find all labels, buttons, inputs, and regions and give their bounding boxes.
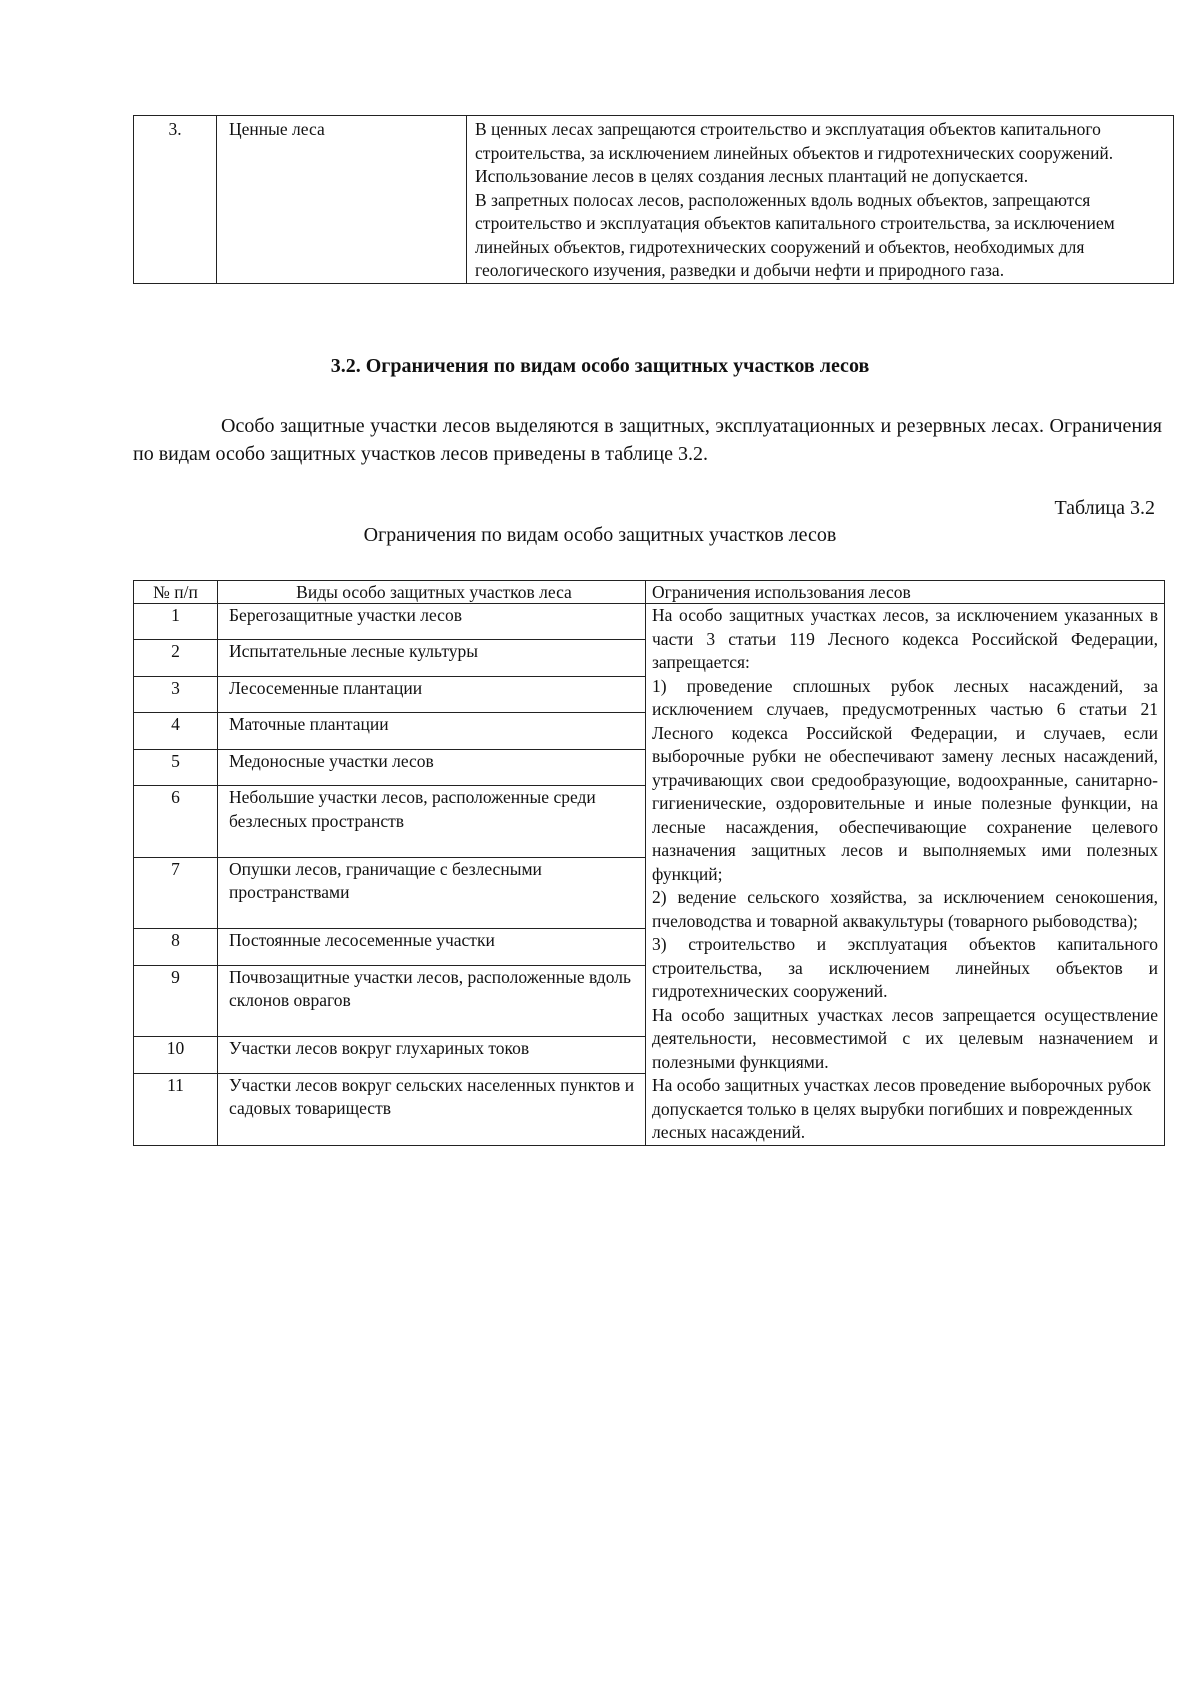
restriction-line: В ценных лесах запрещаются строительство и эксплуатация объектов капитального строительства, за исключением линейных объектов и гидротехнических сооружений. bbox=[475, 119, 1114, 163]
row-number: 11 bbox=[134, 1073, 218, 1144]
restriction-text bbox=[467, 116, 1174, 284]
continuation-table bbox=[133, 115, 1174, 284]
area-type: Медоносные участки лесов bbox=[218, 749, 646, 785]
header-number: № п/п bbox=[134, 581, 218, 604]
area-type: Постоянные лесосеменные участки bbox=[218, 929, 646, 965]
row-number: 7 bbox=[134, 857, 218, 929]
row-number: 6 bbox=[134, 786, 218, 858]
row-number: 1 bbox=[134, 604, 218, 640]
restriction-paragraph: На особо защитных участках лесов запрещается осуществление деятельности, несовместимой с их целевым назначением и полезными функциями. bbox=[652, 1004, 1158, 1072]
area-type: Участки лесов вокруг сельских населенных пунктов и садовых товариществ bbox=[218, 1073, 646, 1144]
header-type: Виды особо защитных участков леса bbox=[218, 581, 646, 604]
restriction-paragraph: 2) ведение сельского хозяйства, за исключением сенокошения, пчеловодства и товарной аквакультуры (товарного рыбоводства); bbox=[652, 887, 1158, 931]
row-number: 3 bbox=[134, 676, 218, 712]
row-number: 4 bbox=[134, 713, 218, 749]
restriction-line: Использование лесов в целях создания лесных плантаций не допускается. bbox=[475, 166, 1029, 186]
area-type: Участки лесов вокруг глухариных токов bbox=[218, 1037, 646, 1073]
table-row bbox=[134, 604, 1165, 640]
restriction-paragraph: 3) строительство и эксплуатация объектов капитального строительства, за исключением линейных объектов и гидротехнических сооружений. bbox=[652, 934, 1158, 1001]
header-restrictions: Ограничения использования лесов bbox=[646, 581, 1165, 604]
table-row bbox=[134, 116, 1174, 284]
row-number: 2 bbox=[134, 640, 218, 676]
area-type: Лесосеменные плантации bbox=[218, 676, 646, 712]
area-type: Берегозащитные участки лесов bbox=[218, 604, 646, 640]
row-number: 5 bbox=[134, 749, 218, 785]
area-type: Почвозащитные участки лесов, расположенные вдоль склонов оврагов bbox=[218, 965, 646, 1037]
table-header-row bbox=[134, 581, 1165, 604]
forest-category: Ценные леса bbox=[217, 116, 467, 284]
table-number-label: Таблица 3.2 bbox=[1054, 497, 1155, 519]
restrictions-cell bbox=[646, 604, 1165, 1146]
empty-cell bbox=[134, 1144, 218, 1145]
restriction-paragraph: На особо защитных участках лесов, за исключением указанных в части 3 статьи 119 Лесного кодекса Российской Федерации, запрещается: bbox=[652, 605, 1158, 672]
row-number: 9 bbox=[134, 965, 218, 1037]
row-number: 8 bbox=[134, 929, 218, 965]
restriction-paragraph: 1) проведение сплошных рубок лесных насаждений, за исключением случаев, предусмотренных частью 6 статьи 21 Лесного кодекса Российской Федерации, и случаев, если выборочные рубки не обеспечивают замену лесных насаждений, утрачивающих свои средообразующие, водоохранные, санитарно-гигиенические, оздоровительные и иные полезные функции, на лесные насаждения, обеспечивающие сохранение целевого назначения защитных лесов и выполняемых ими полезных функций; bbox=[652, 675, 1158, 884]
empty-cell bbox=[218, 1144, 646, 1145]
area-type: Испытательные лесные культуры bbox=[218, 640, 646, 676]
area-type: Опушки лесов, граничащие с безлесными пространствами bbox=[218, 857, 646, 929]
area-type: Маточные плантации bbox=[218, 713, 646, 749]
section-title: 3.2. Ограничения по видам особо защитных участков лесов bbox=[330, 355, 870, 377]
restrictions-table bbox=[133, 580, 1165, 1146]
area-type: Небольшие участки лесов, расположенные среди безлесных пространств bbox=[218, 786, 646, 858]
table-caption: Ограничения по видам особо защитных участков лесов bbox=[363, 524, 837, 546]
section-paragraph: Особо защитные участки лесов выделяются в защитных, эксплуатационных и резервных лесах. Ограничения по видам особо защитных участков лесов приведены в таблице 3.2. bbox=[133, 415, 1162, 465]
restriction-paragraph: На особо защитных участках лесов проведение выборочных рубок допускается только в целях вырубки погибших и поврежденных лесных насаждений. bbox=[652, 1075, 1151, 1142]
restriction-line: В запретных полосах лесов, расположенных вдоль водных объектов, запрещаются строительство и эксплуатация объектов капитального строительства, за исключением линейных объектов, гидротехнических сооружений и объектов, необходимых для геологического изучения, разведки и добычи нефти и природного газа. bbox=[475, 189, 1115, 280]
row-number: 10 bbox=[134, 1037, 218, 1073]
row-number: 3. bbox=[134, 116, 217, 284]
